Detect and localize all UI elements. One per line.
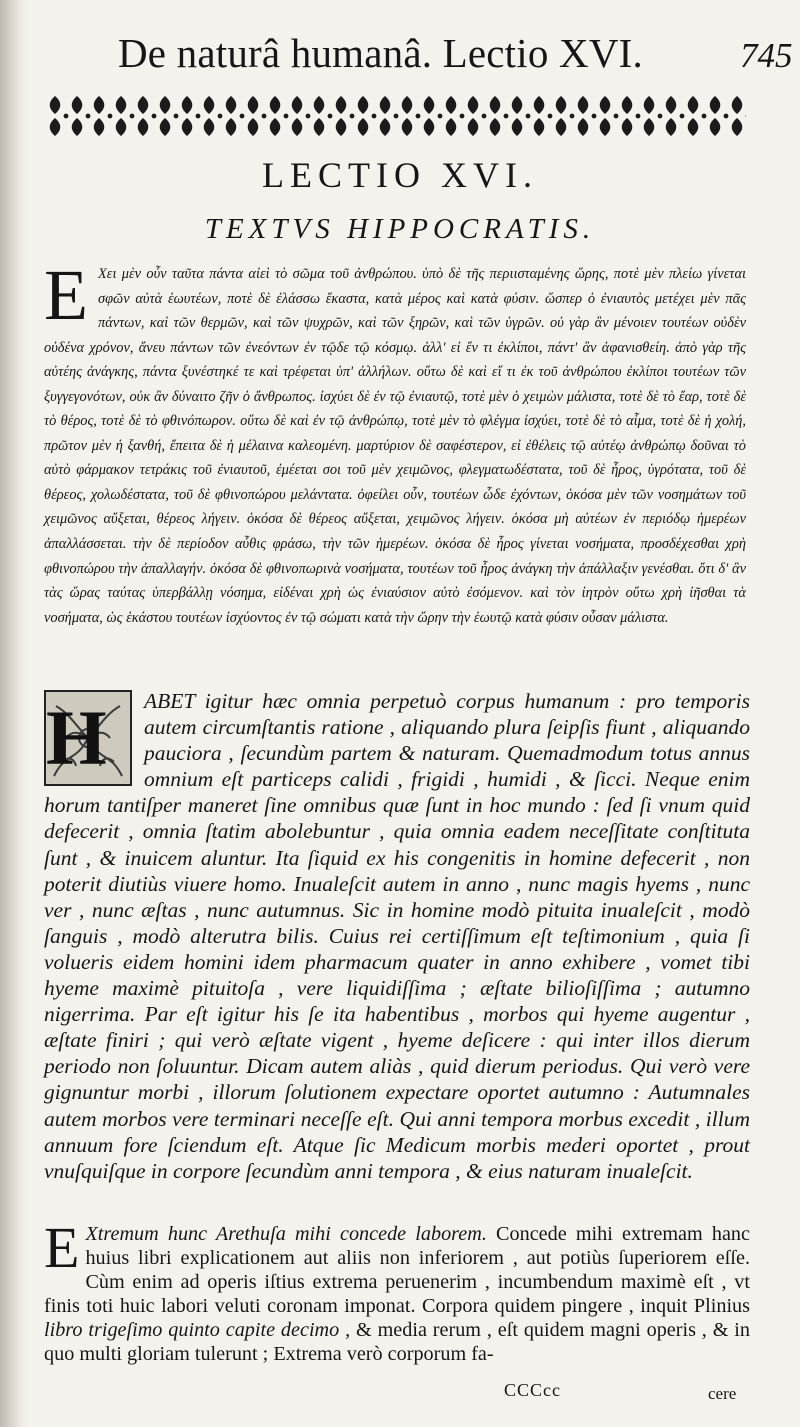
commentary-text-part1: Concede mihi extremam hanc huius libri explicationem aut aliis non inferiorem , aut potiùs ſuperiorem eſſe. Cùm enim ad operis iſtius extrema peruenerim , incumbendum maximè eſt , vt finis toti huic labori veluti coronam imponat. Corpora quidem pingere , inquit Plinius bbox=[44, 1223, 750, 1318]
commentary-block bbox=[44, 1215, 750, 1367]
commentary-drop-cap: E bbox=[44, 1215, 80, 1280]
signature-mark: CCCcc bbox=[504, 1380, 561, 1400]
page-number: 745 bbox=[740, 36, 793, 75]
commentary-citation: libro trigeſimo quinto capite decimo , bbox=[44, 1319, 351, 1342]
greek-drop-cap: E bbox=[44, 255, 88, 335]
greek-text-block bbox=[44, 255, 746, 630]
textus-heading: TEXTVS HIPPOCRATIS. bbox=[204, 213, 596, 245]
running-title: De naturâ humanâ. Lectio XVI. bbox=[118, 30, 643, 76]
latin-drop-cap-letter: H bbox=[46, 694, 107, 781]
lectio-heading: LECTIO XVI. bbox=[262, 155, 538, 195]
commentary-text-part2: & media rerum , eſt quidem magni operis , & in quo multi gloriam tulerunt ; Extrema verò corporum fa- bbox=[44, 1319, 750, 1366]
latin-text-body: ABET igitur hæc omnia perpetuò corpus humanum : pro temporis autem circumſtantis ratione , aliquando plura ſeipſis fiunt , aliquando pauciora , ſecundùm partem & naturam. Quemadmodum totus annus omnium eſt particeps calidi , frigidi , humidi , & ſicci. Neque enim horum tantiſper maneret ſine omnibus quæ ſunt in hoc mundo : ſed ſi vnum quid defecerit , omnia ſtatim abolebuntur , quia omnia eadem neceſſitate conſtituta ſunt , & inuicem aluntur. Ita ſiquid ex his congenitis in homine defecerit , non poterit diutiùs viuere homo. Inualeſcit autem in anno , nunc magis hyems , nunc ver , nunc æſtas , nunc autumnus. Sic in homine modò pituita inualeſcit , modò ſanguis , modò alterutra bilis. Cuius rei certiſſimum eſt teſtimonium , quia ſi volueris eidem homini idem pharmacum quater in anno exhibere , vomet tibi hyeme maximè pituitoſa , vere liquidiſſima ; æſtate bilioſiſſima ; autumno nigerrima. Par eſt igitur his ſe ita habentibus , morbos qui hyeme augentur , æſtate finiri ; qui verò æſtate vigent , hyeme deſicere : qui inter illos dierum periodo non ſoluuntur. Dicam autem aliàs , quid dierum periodus. Qui verò vere gignuntur morbi , illorum ſolutionem expectare oportet autumno : Autumnales autem morbos vere terminari neceſſe eſt. Qui anni tempora morbus excedit , illum annuum fore ſciendum eſt. Atque ſic Medicum morbis mederi oportet , prout vnuſquiſque in corpore ſecundùm anni tempora , & eius naturam inualeſcit. bbox=[44, 689, 750, 1183]
catchword: cere bbox=[708, 1384, 737, 1403]
fleuron-border-icon bbox=[44, 92, 746, 140]
decorative-ornament-band bbox=[44, 92, 746, 140]
ornate-drop-cap bbox=[44, 690, 132, 786]
commentary-verse-quote: Xtremum hunc Arethuſa mihi concede laborem. bbox=[85, 1223, 487, 1245]
latin-translation-block bbox=[44, 688, 750, 1184]
greek-text-body: Χει μὲν οὖν ταῦτα πάντα αἰεὶ τὸ σῶμα τοῦ ἀνθρώπου. ὑπὸ δὲ τῆς περιισταμένης ὥρης, ποτὲ μὲν πλείω γίνεται σφῶν αὐτὰ ἑωυτέων, ποτὲ δὲ ἐλάσσω ἕκαστα, κατὰ μέρος καὶ κατὰ φύσιν. ὥσπερ ὁ ἐνιαυτὸς μετέχει μὲν πᾶς πάντων, καὶ τῶν θερμῶν, καὶ τῶν ψυχρῶν, καὶ τῶν ξηρῶν, καὶ τῶν ὑγρῶν. οὐ γὰρ ἂν μένοιεν τουτέων οὐδὲν οὐδένα χρόνον, ἄνευ πάντων τῶν ἐνεόντων ἐν τῷδε τῷ κόσμῳ. ἀλλ' εἰ ἕν τι ἐκλίποι, πάντ' ἂν ἀφανισθείη. ἀπὸ γὰρ τῆς αὐτέης ἀνάγκης, πάντα ξυνέστηκέ τε καὶ τρέφεται ὑπ' ἀλλήλων. οὕτω δὲ καὶ εἴ τι ἐκ τοῦ ἀνθρώπου ἐκλίποι τουτέων τῶν ξυγγεγονότων, οὐκ ἂν δύναιτο ζῆν ὁ ἄνθρωπος. ἰσχύει δὲ ἐν τῷ ἐνιαυτῷ, τοτὲ μὲν ὁ χειμὼν μάλιστα, τοτὲ δὲ τὸ ἔαρ, τοτὲ δὲ τὸ θέρος, τοτὲ δὲ τὸ φθινόπωρον. οὕτω δὲ καὶ ἐν τῷ ἀνθρώπῳ, τοτὲ μὲν τὸ φλέγμα ἰσχύει, τοτὲ δὲ τὸ αἷμα, τοτὲ δὲ ἡ χολή, πρῶτον μὲν ἡ ξανθή, ἔπειτα δὲ ἡ μέλαινα καλεομένη. μαρτύριον δὲ σαφέστερον, εἰ ἐθέλεις τῷ αὐτέῳ ἀνθρώπῳ δοῦναι τὸ αὐτὸ φάρμακον τετράκις τοῦ ἐνιαυτοῦ, ἐμέεται σοι τοῦ μὲν χειμῶνος, φλεγματωδέστατα, τοῦ δὲ ἦρος, ὑγρότατα, τοῦ δὲ θέρεος, χολωδέστατα, τοῦ δὲ φθινοπώρου μελάντατα. ὀφείλει οὖν, τουτέων ὧδε ἐχόντων, ὁκόσα μὲν τῶν νοσημάτων τοῦ χειμῶνος αὔξεται, θέρεος λήγειν. ὁκόσα δὲ θέρεος αὔξεται, χειμῶνος λήγειν. ὁκόσα μὴ αὐτέων ἐν περιόδῳ ἡμερέων ἀπαλλάσσεται. τὴν δὲ περίοδον αὖθις φράσω, τὴν τῶν ἡμερέων. ὁκόσα δὲ ἦρος γίνεται νοσήματα, προσδέχεσθαι χρὴ φθινοπώρου τὴν ἀπαλλαγήν. ὁκόσα δὲ φθινοπωρινὰ νοσήματα, τουτέων τοῦ ἦρος ἀνάγκη τὴν ἀπάλλαξιν γενέσθαι. ὅτι δ' ἂν τὰς ὥρας ταύτας ὑπερβάλλῃ νόσημα, εἰδέναι χρὴ ὡς ἐνιαύσιον αὐτὸ ἐσόμενον. καὶ τὸν ἰητρὸν οὕτω χρὴ ἰῆσθαι τὰ νοσήματα, ὡς ἑκάστου τουτέων ἰσχύοντος ἐν τῷ σώματι κατὰ τὴν ὥρην τὴν ἑωυτῷ κατὰ φύσιν οὖσαν μάλιστα. bbox=[44, 266, 746, 626]
